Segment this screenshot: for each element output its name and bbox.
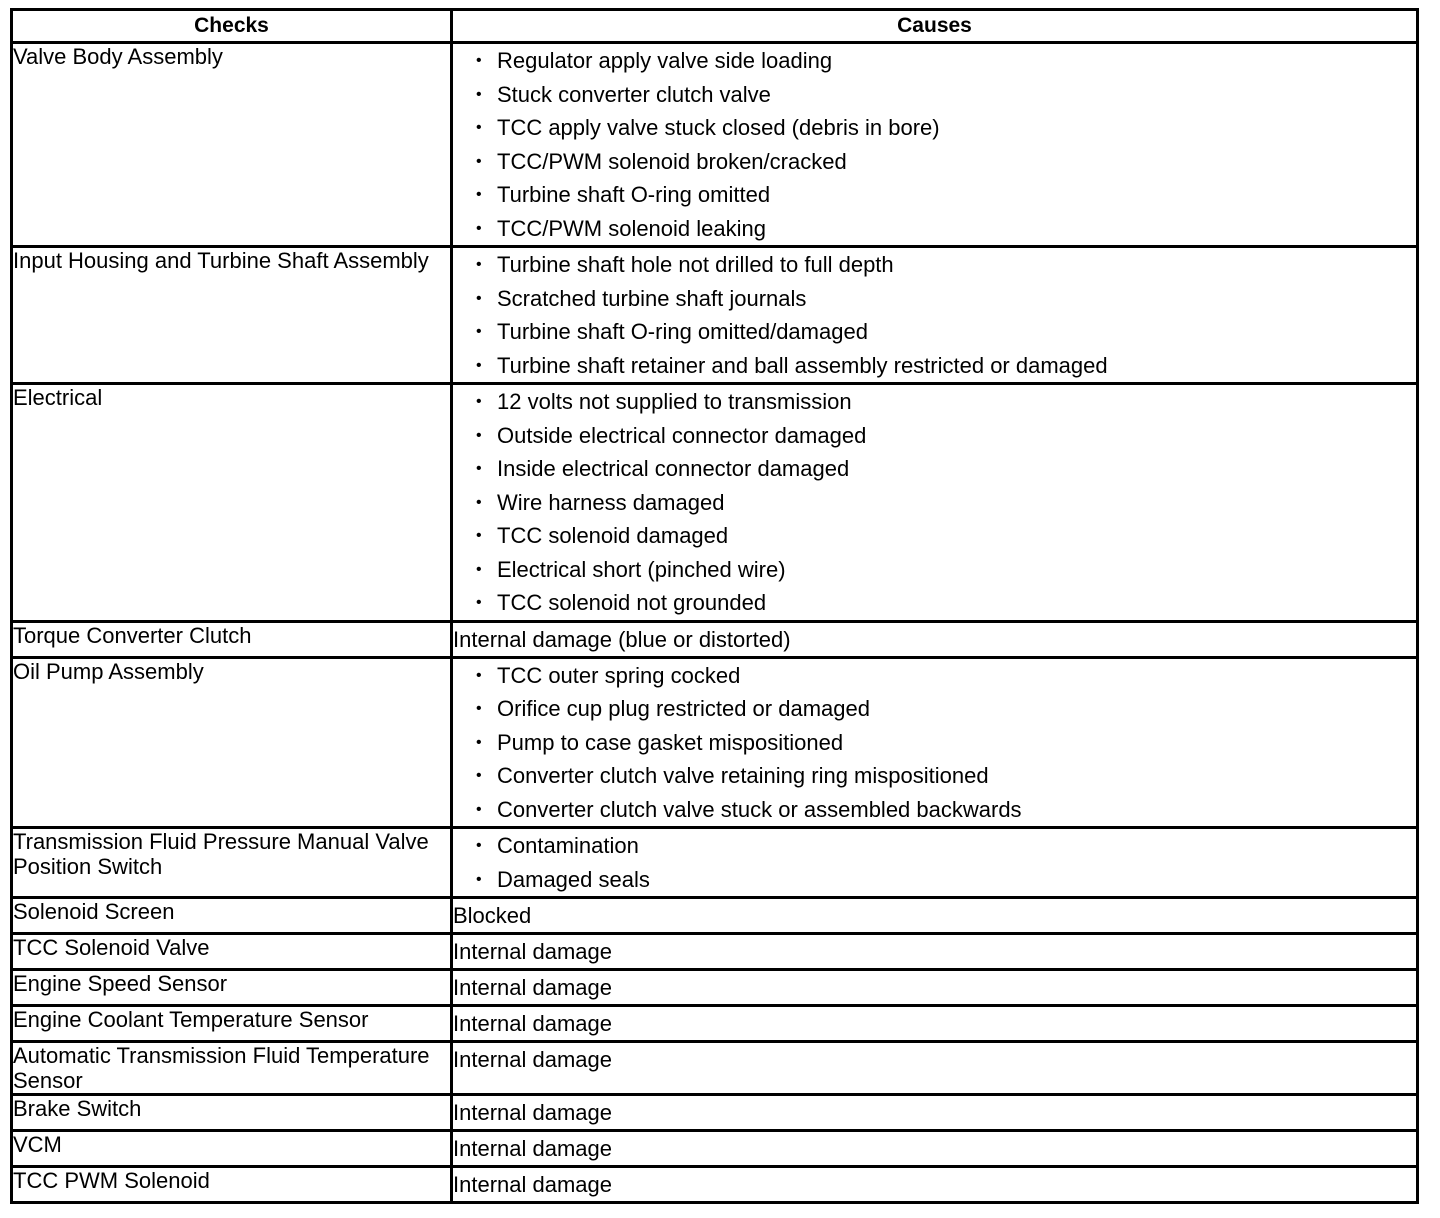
cause-text: TCC/PWM solenoid broken/cracked bbox=[497, 148, 847, 174]
diagnosis-table bbox=[10, 8, 1419, 1204]
bullet-icon: • bbox=[476, 85, 482, 103]
cause-text: Pump to case gasket mispositioned bbox=[497, 729, 844, 755]
cause-item bbox=[453, 829, 1416, 863]
table-header-row bbox=[12, 10, 1418, 43]
causes-cell bbox=[452, 247, 1418, 384]
cause-item bbox=[453, 486, 1416, 520]
check-cell: Solenoid Screen bbox=[12, 898, 452, 934]
cause-text: Turbine shaft O-ring omitted bbox=[497, 182, 771, 207]
check-cell: TCC PWM Solenoid bbox=[12, 1167, 452, 1203]
cause-item bbox=[453, 759, 1416, 793]
cause-item bbox=[453, 78, 1416, 112]
cause-item bbox=[453, 385, 1416, 419]
cause-text: TCC solenoid not grounded bbox=[497, 590, 767, 615]
cause-text: Outside electrical connector damaged bbox=[497, 422, 867, 448]
table-row bbox=[12, 1167, 1418, 1203]
check-cell: Valve Body Assembly bbox=[12, 43, 452, 247]
bullet-icon: • bbox=[476, 666, 482, 684]
cause-text: Turbine shaft O-ring omitted/damaged bbox=[497, 319, 868, 344]
check-cell: VCM bbox=[12, 1131, 452, 1167]
cause-text: Converter clutch valve retaining ring mispositioned bbox=[497, 763, 989, 788]
cause-item bbox=[453, 726, 1416, 760]
cause-item bbox=[453, 44, 1416, 78]
bullet-icon: • bbox=[476, 256, 482, 273]
check-cell: Input Housing and Turbine Shaft Assembly bbox=[12, 247, 452, 384]
causes-cell bbox=[452, 1042, 1418, 1095]
bullet-icon: • bbox=[476, 289, 482, 307]
bullet-icon: • bbox=[476, 594, 482, 611]
cause-text: Internal damage bbox=[453, 939, 612, 964]
table-row bbox=[12, 43, 1418, 247]
cause-item bbox=[453, 212, 1416, 246]
check-cell: Engine Speed Sensor bbox=[12, 970, 452, 1006]
check-cell: Brake Switch bbox=[12, 1095, 452, 1131]
table-row bbox=[12, 1131, 1418, 1167]
causes-cell bbox=[452, 970, 1418, 1006]
causes-header: Causes bbox=[452, 10, 1418, 43]
cause-text: Regulator apply valve side loading bbox=[497, 48, 833, 73]
cause-item bbox=[453, 282, 1416, 316]
cause-item bbox=[453, 659, 1416, 693]
cause-list bbox=[453, 659, 1416, 827]
bullet-icon: • bbox=[476, 870, 482, 888]
bullet-icon: • bbox=[476, 700, 482, 717]
cause-text: Damaged seals bbox=[497, 866, 650, 892]
cause-list bbox=[453, 44, 1416, 245]
cause-text: Stuck converter clutch valve bbox=[497, 81, 771, 107]
bullet-icon: • bbox=[476, 560, 482, 578]
check-cell: Transmission Fluid Pressure Manual Valve Position Switch bbox=[12, 828, 452, 898]
cause-text: Internal damage bbox=[453, 1136, 612, 1161]
cause-item bbox=[453, 111, 1416, 145]
cause-text: Orifice cup plug restricted or damaged bbox=[497, 696, 870, 721]
cause-text: Turbine shaft retainer and ball assembly restricted or damaged bbox=[497, 352, 1108, 378]
bullet-icon: • bbox=[476, 356, 482, 374]
check-cell: Oil Pump Assembly bbox=[12, 657, 452, 828]
bullet-icon: • bbox=[476, 52, 482, 69]
cause-text: Inside electrical connector damaged bbox=[497, 456, 850, 481]
cause-text: Internal damage bbox=[453, 1100, 612, 1125]
cause-text: Blocked bbox=[453, 903, 532, 928]
bullet-icon: • bbox=[476, 219, 482, 237]
cause-text: Internal damage (blue or distorted) bbox=[453, 626, 791, 652]
table-body bbox=[12, 43, 1418, 1203]
table-row bbox=[12, 1042, 1418, 1095]
cause-text: Turbine shaft hole not drilled to full depth bbox=[497, 252, 894, 277]
cause-item bbox=[453, 349, 1416, 383]
check-cell: Torque Converter Clutch bbox=[12, 621, 452, 657]
table-row bbox=[12, 247, 1418, 384]
causes-cell bbox=[452, 898, 1418, 934]
cause-text: Internal damage bbox=[453, 975, 612, 1000]
cause-text: 12 volts not supplied to transmission bbox=[497, 389, 852, 414]
bullet-icon: • bbox=[476, 152, 482, 170]
cause-item bbox=[453, 178, 1416, 212]
causes-cell bbox=[452, 828, 1418, 898]
cause-text: Converter clutch valve stuck or assembled backwards bbox=[497, 796, 1022, 822]
table-row bbox=[12, 1006, 1418, 1042]
bullet-icon: • bbox=[476, 426, 482, 444]
cause-text: Wire harness damaged bbox=[497, 489, 725, 515]
table-row bbox=[12, 621, 1418, 657]
bullet-icon: • bbox=[476, 460, 482, 477]
bullet-icon: • bbox=[476, 767, 482, 784]
cause-text: Internal damage bbox=[453, 1172, 612, 1197]
cause-item bbox=[453, 145, 1416, 179]
causes-cell bbox=[452, 43, 1418, 247]
causes-cell bbox=[452, 384, 1418, 622]
cause-item bbox=[453, 793, 1416, 827]
bullet-icon: • bbox=[476, 323, 482, 340]
check-cell: Electrical bbox=[12, 384, 452, 622]
cause-item bbox=[453, 248, 1416, 282]
cause-text: Electrical short (pinched wire) bbox=[497, 556, 786, 582]
causes-cell bbox=[452, 1095, 1418, 1131]
check-cell: Automatic Transmission Fluid Temperature Sensor bbox=[12, 1042, 452, 1095]
cause-text: TCC solenoid damaged bbox=[497, 523, 729, 548]
table-row bbox=[12, 970, 1418, 1006]
cause-text: Scratched turbine shaft journals bbox=[497, 285, 807, 311]
cause-item bbox=[453, 452, 1416, 486]
cause-text: TCC/PWM solenoid leaking bbox=[497, 215, 766, 241]
cause-item bbox=[453, 863, 1416, 897]
bullet-icon: • bbox=[476, 493, 482, 511]
table-row bbox=[12, 934, 1418, 970]
cause-text: TCC outer spring cocked bbox=[497, 662, 741, 688]
cause-text: Contamination bbox=[497, 833, 639, 858]
bullet-icon: • bbox=[476, 119, 482, 136]
bullet-icon: • bbox=[476, 527, 482, 544]
check-cell: TCC Solenoid Valve bbox=[12, 934, 452, 970]
cause-text: TCC apply valve stuck closed (debris in bore) bbox=[497, 115, 940, 140]
cause-item bbox=[453, 553, 1416, 587]
table-row bbox=[12, 828, 1418, 898]
table-row bbox=[12, 898, 1418, 934]
check-cell: Engine Coolant Temperature Sensor bbox=[12, 1006, 452, 1042]
bullet-icon: • bbox=[476, 393, 482, 410]
causes-cell bbox=[452, 1006, 1418, 1042]
cause-item bbox=[453, 519, 1416, 553]
table-row bbox=[12, 384, 1418, 622]
table-row bbox=[12, 1095, 1418, 1131]
causes-cell bbox=[452, 1167, 1418, 1203]
cause-list bbox=[453, 385, 1416, 620]
cause-item bbox=[453, 419, 1416, 453]
causes-cell bbox=[452, 621, 1418, 657]
bullet-icon: • bbox=[476, 733, 482, 751]
cause-text: Internal damage bbox=[453, 1047, 612, 1072]
cause-list bbox=[453, 248, 1416, 382]
cause-list bbox=[453, 829, 1416, 896]
causes-cell bbox=[452, 934, 1418, 970]
bullet-icon: • bbox=[476, 837, 482, 854]
cause-text: Internal damage bbox=[453, 1011, 612, 1036]
cause-item bbox=[453, 586, 1416, 620]
cause-item bbox=[453, 315, 1416, 349]
causes-cell bbox=[452, 1131, 1418, 1167]
table-row bbox=[12, 657, 1418, 828]
bullet-icon: • bbox=[476, 800, 482, 818]
bullet-icon: • bbox=[476, 186, 482, 203]
causes-cell bbox=[452, 657, 1418, 828]
checks-header: Checks bbox=[12, 10, 452, 43]
cause-item bbox=[453, 692, 1416, 726]
